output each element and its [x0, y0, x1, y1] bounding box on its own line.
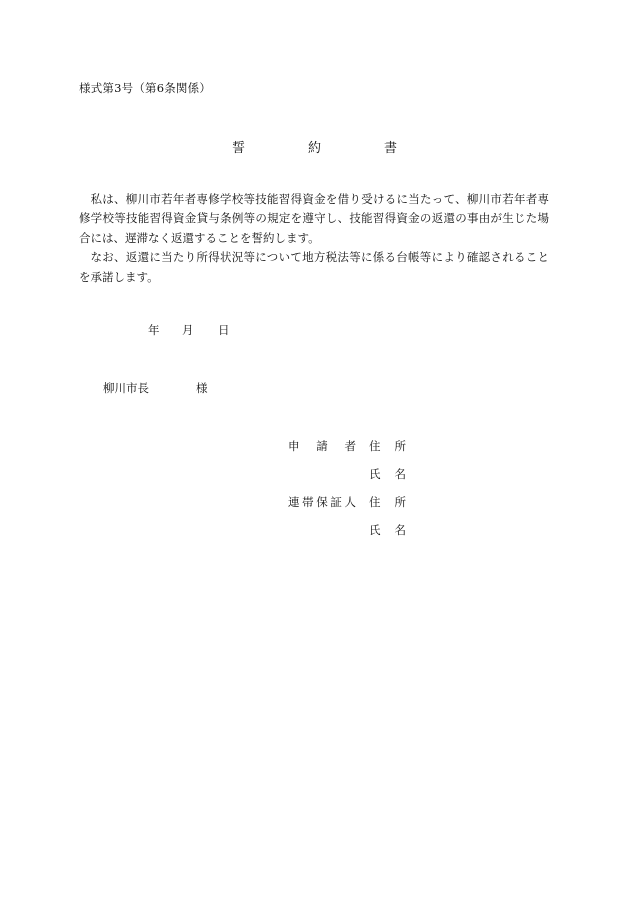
addressee-mayor: 柳川市長 [103, 381, 149, 395]
title-char-1: 誓 [232, 141, 246, 156]
guarantor-name-row [288, 522, 406, 550]
guarantor-name-char-1: 氏 [369, 523, 381, 537]
guarantor-role-label [288, 494, 356, 510]
title-char-3: 書 [383, 141, 397, 156]
applicant-role-char-3: 者 [344, 439, 356, 453]
applicant-name-char-2: 名 [394, 467, 406, 481]
title-char-2: 約 [307, 141, 321, 156]
guarantor-name-char-2: 名 [394, 523, 406, 537]
applicant-address-char-2: 所 [394, 439, 406, 453]
applicant-address-char-1: 住 [369, 439, 381, 453]
signature-block [288, 438, 406, 550]
pledge-paragraph-1: 私は、柳川市若年者専修学校等技能習得資金を借り受けるに当たって、柳川市若年者専修学校等技能習得資金貸与条例等の規定を遵守し、技能習得資金の返還の事由が生じた場合には、遅滞なく返還することを誓約します。 [79, 192, 549, 245]
date-day-label: 日 [218, 323, 230, 337]
pledge-body [79, 190, 549, 287]
applicant-role-char-2: 請 [316, 439, 328, 453]
guarantor-address-char-1: 住 [369, 495, 381, 509]
guarantor-role-char-4: 証 [330, 495, 342, 509]
addressee-honorific: 様 [196, 381, 208, 395]
date-line [148, 322, 230, 338]
guarantor-role-char-5: 人 [344, 495, 356, 509]
addressee-line [103, 380, 208, 396]
applicant-address-label [369, 438, 406, 454]
applicant-address-row [288, 438, 406, 466]
guarantor-address-row [288, 494, 406, 522]
applicant-name-row [288, 466, 406, 494]
guarantor-name-label [369, 522, 406, 538]
guarantor-role-char-1: 連 [288, 495, 300, 509]
guarantor-address-label [369, 494, 406, 510]
guarantor-address-char-2: 所 [394, 495, 406, 509]
document-title [232, 137, 397, 156]
date-month-label: 月 [182, 323, 194, 337]
applicant-name-label [369, 466, 406, 482]
pledge-paragraph-2: なお、返還に当たり所得状況等について地方税法等に係る台帳等により確認されることを承諾します。 [79, 250, 549, 284]
form-number: 様式第3号（第6条関係） [79, 81, 212, 95]
guarantor-role-char-2: 帯 [302, 495, 314, 509]
guarantor-role-char-3: 保 [316, 495, 328, 509]
applicant-name-char-1: 氏 [369, 467, 381, 481]
date-year-label: 年 [148, 323, 160, 337]
applicant-role-label [288, 438, 356, 454]
applicant-role-char-1: 申 [288, 439, 300, 453]
